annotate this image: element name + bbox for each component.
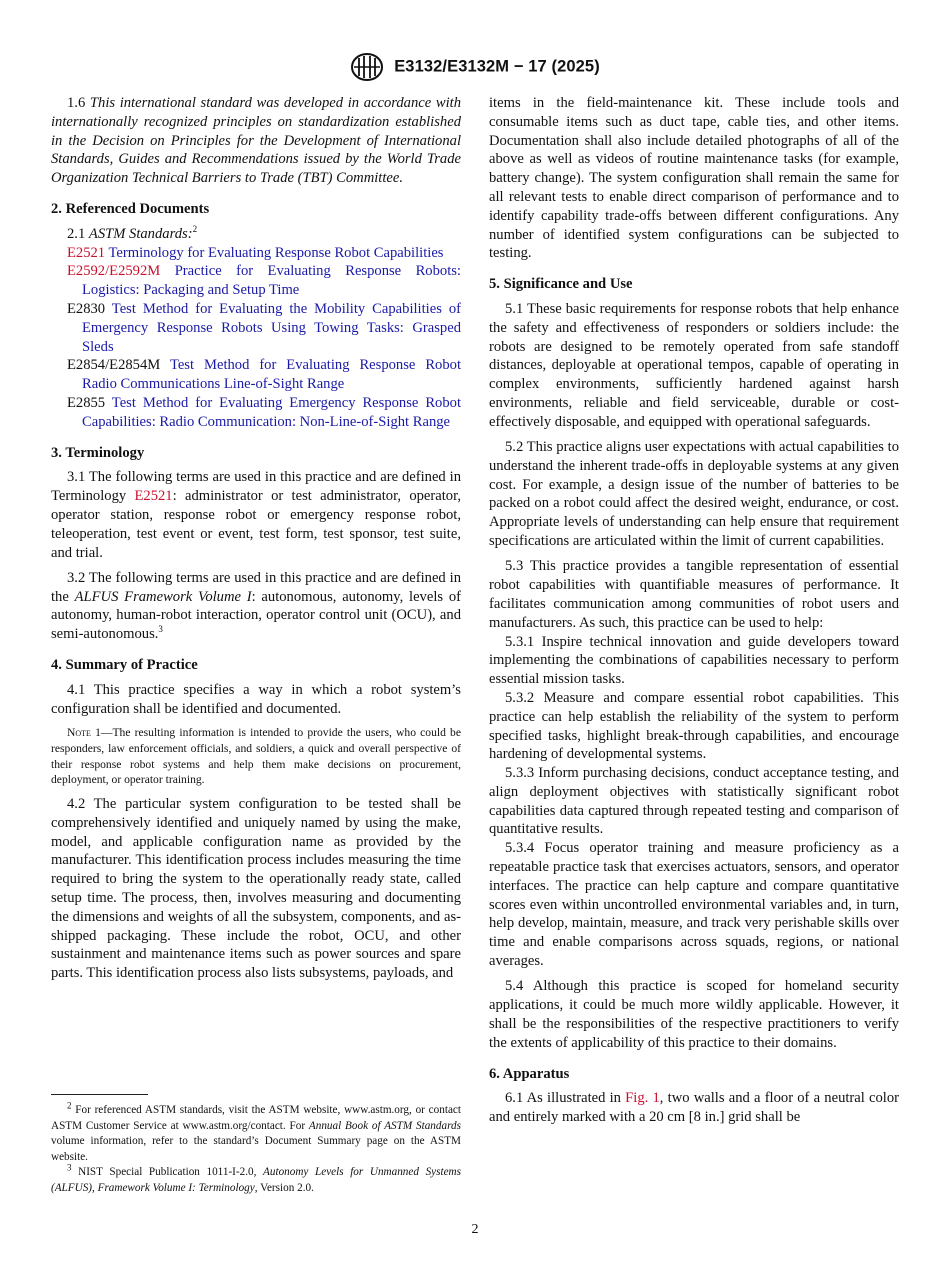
heading-apparatus: 6. Apparatus [489,1065,570,1082]
heading-terminology: 3. Terminology [51,444,145,461]
heading-summary-of-practice: 4. Summary of Practice [51,657,198,674]
section-5-3-4: 5.3.4 Focus operator training and measure proficiency as a repeatable practice task that exercises actuators, sensors, and operator interfaces. The practice can help capture and compare quantitative scores even within uncontrolled environmental variables and, in turn, help develop, maintain, measure, and track very perishable skills over time and enable comparisons across squads, regions, or national averages. [489,840,899,970]
reference-e2855[interactable]: E2855 Test Method for Evaluating Emergency Response Robot Capabilities: Radio Communication: Non-Line-of-Sight Range [67,394,461,430]
section-4-2-continued: items in the field-maintenance kit. These include tools and consumable items such as duct tape, cable ties, and other items. Documentation shall also include detailed photographs of all of the above as well as videos of routine maintenance tasks (for example, battery change). The system configuration shall remain the same for all relevant tests to enable direct comparison of performance and to identify capability trade-offs between different configurations. Any number of identified system configurations can be subjected to testing. [489,95,899,262]
section-1-6: 1.6 This international standard was developed in accordance with internationally recognized principles on standardization established in the Decision on Principles for the Development of International Standards, Guides and Recommendations issued by the World Trade Organization Technical Barriers to Trade (TBT) Committee. [51,95,462,187]
section-2-1: 2.1 ASTM Standards:$^2$ [67,223,198,242]
reference-e2854[interactable]: E2854/E2854M Test Method for Evaluating Response Robot Radio Communications Line-of-Sight Range [67,357,461,393]
section-4-2: 4.2 The particular system configuration to be tested shall be comprehensively identified and uniquely named by using the make, model, and applicable configuration name as provided by the manufacturer. This identification process includes measuring the time required to bring the system to the operationally ready state, called setup time. The process, then, involves measuring and documenting the dimensions and weights of all the subsystem, components, and as-shipped packaging. These include the robot, OCU, and other sustainment and maintenance items such as power sources and spare parts. This identification process also lists subsystems, payloads, and [51,796,461,982]
section-3-1: 3.1 The following terms are used in this practice and are defined in Terminology E2521: administrator or test administrator, operator, operator station, response robot or emergency response robot, teleoperation, test event or event, test form, test sponsor, test suite, and trial. [51,469,461,561]
reference-e2592[interactable]: E2592/E2592M Practice for Evaluating Response Robots: Logistics: Packaging and Setup Time [67,263,461,299]
footnotes [51,1100,461,1197]
reference-e2830[interactable]: E2830 Test Method for Evaluating the Mobility Capabilities of Emergency Response Robots Using Towing Tasks: Grasped Sleds [67,300,461,355]
page-header [0,52,950,82]
section-5-3: 5.3 This practice provides a tangible representation of essential robot capabilities with quantifiable measures of performance. It facilitates communication among communities of robot users and manufacturers. As such, this practice can be used to help: [489,558,899,631]
astm-logo-icon [350,52,384,82]
section-5-2: 5.2 This practice aligns user expectations with actual capabilities to understand the inherent trade-offs in deployable systems at any given cost. For example, a design issue of the number of batteries to be packed on a robot could affect the desired weight, endurance, or cost. Appropriate levels of understanding can help ensure that requirement specifications are articulated within the limit of current capabilities. [489,439,899,550]
section-5-3-3: 5.3.3 Inform purchasing decisions, conduct acceptance testing, and align deployment objectives with statistically significant robot capabilities data captured through repeated testing and comparison of quantitative results. [489,765,899,838]
standard-designation: E3132/E3132M − 17 (2025) [394,57,600,76]
note-1: Note 1—The resulting information is intended to provide the users, who could be responders, law enforcement officials, and soldiers, a quick and overall perspective of their response robot systems and help them make decisions on procurement, deployment, or operator training. [51,725,461,787]
section-3-2: 3.2 The following terms are used in this practice and are defined in the ALFUS Framework Volume I: autonomous, autonomy, levels of autonomy, human-robot interaction, operator control unit (OCU), and semi-autonomous.$^3$ [51,569,461,643]
footnote-2: $^2$ For referenced ASTM standards, visit the ASTM website, www.astm.org, or contact ASTM Customer Service at www.astm.org/contact. For Annual Book of ASTM Standards volume information, refer to the standard’s Document Summary page on the ASTM website. [51,1100,461,1163]
section-6-1: 6.1 As illustrated in Fig. 1, two walls and a floor of a neutral color and entirely marked with a 20 cm [8 in.] grid shall be [489,1090,900,1126]
footnote-3: $^3$ NIST Special Publication 1011-I-2.0, Autonomy Levels for Unmanned Systems (ALFUS), Framework Volume I: Terminology, Version 2.0. [51,1162,461,1194]
heading-significance-and-use: 5. Significance and Use [489,276,633,293]
left-column [51,94,461,990]
section-4-1: 4.1 This practice specifies a way in which a robot system’s configuration shall be identified and documented. [51,681,461,717]
right-column [489,94,899,1133]
link-fig-1[interactable]: Fig. 1 [625,1090,660,1107]
section-5-3-1: 5.3.1 Inspire technical innovation and guide developers toward implementing the combinations of capabilities necessary to perform essential mission tasks. [489,633,899,688]
section-5-3-2: 5.3.2 Measure and compare essential robot capabilities. This practice can help establish the reliability of the system to perform specified tasks, highlight break-through capabilities, and encourage hardening of developmental systems. [489,689,899,763]
footnote-divider [51,1094,148,1095]
section-5-1: 5.1 These basic requirements for response robots that help enhance the safety and effectiveness of responders or soldiers include: the robots are designed to be remotely operated from safe standoff distances, deployable at operational tempos, capable of operating in complex environments, sufficiently hardened against harsh environments, reliable and field serviceable, durable or cost-effectively disposable, and equipped with operational safeguards. [489,300,899,430]
reference-e2521[interactable]: E2521 Terminology for Evaluating Response Robot Capabilities [67,244,444,261]
link-e2521[interactable]: E2521 [134,488,173,505]
section-5-4: 5.4 Although this practice is scoped for homeland security applications, it could be much more wildly applicable. However, it shall be the responsibilities of the respective practitioners to verify the extents of applicability of this practice to their domains. [489,978,899,1051]
page-number: 2 [471,1222,479,1237]
heading-referenced-documents: 2. Referenced Documents [51,200,210,217]
